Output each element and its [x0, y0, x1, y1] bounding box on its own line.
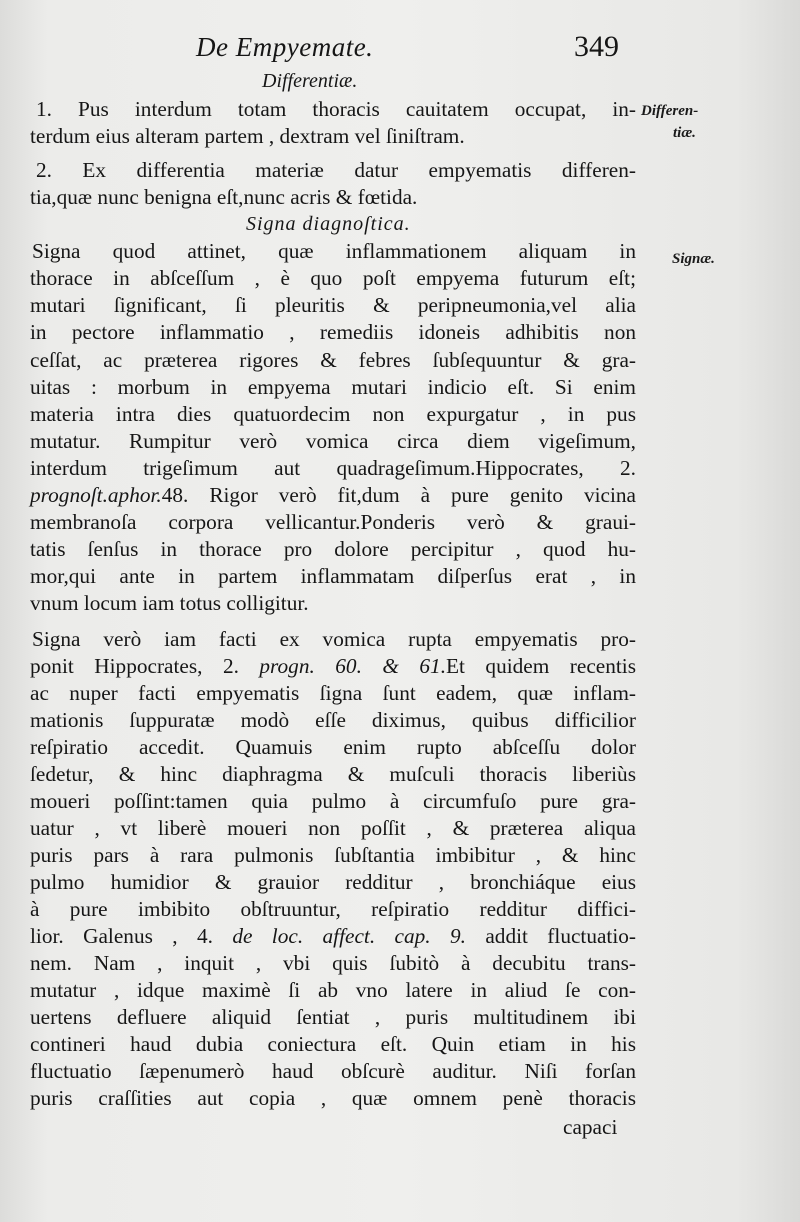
text-line: lior. Galenus , 4. de loc. affect. cap. 9. addit fluctuatio-: [30, 924, 637, 948]
text-line: nem. Nam , inquit , vbi quis ſubitò à decubitu trans-: [30, 951, 636, 975]
text-line: tatis ſenſus in thorace pro dolore percipitur , quod hu-: [30, 537, 636, 561]
text-line: prognoſt.aphor.48. Rigor verò fit,dum à pure genito vicina: [30, 483, 636, 507]
text-line: 2. Ex differentia materiæ datur empyematis differen-: [36, 158, 636, 182]
citation-italic: progn. 60. & 61.: [259, 654, 447, 678]
text-line: membranoſa corpora vellicantur.Ponderis verò & graui-: [30, 510, 636, 534]
text-line: contineri haud dubia coniectura eſt. Quin etiam in his: [30, 1032, 636, 1056]
text-line: ac nuper facti empyematis ſigna ſunt eadem, quæ inflam-: [30, 681, 636, 705]
catchword: capaci: [563, 1115, 618, 1139]
text-line: à pure imbibito obſtruuntur, reſpiratio redditur diffici-: [30, 897, 636, 921]
text-line: interdum trigeſimum aut quadrageſimum.Hippocrates, 2.: [30, 456, 636, 480]
text-line: thorace in abſceſſum , è quo poſt empyema futurum eſt;: [30, 266, 636, 290]
text-line: Signa verò iam facti ex vomica rupta empyematis pro-: [32, 627, 636, 651]
section-heading-differentiae: Differentiæ.: [262, 70, 358, 92]
margin-note-signa: Signæ.: [672, 251, 715, 267]
text-line: puris pars à rara pulmonis ſubſtantia imbibitur , & hinc: [30, 843, 636, 867]
text-line: 1. Pus interdum totam thoracis cauitatem occupat, in-: [36, 97, 636, 121]
text-line: pulmo humidior & grauior redditur , bronchiáque eius: [30, 870, 636, 894]
margin-note-line: tiæ.: [673, 125, 696, 141]
margin-note-line: Differen-: [641, 103, 699, 119]
text-line: mutari ſignificant, ſi pleuritis & peripneumonia,vel alia: [30, 293, 636, 317]
text-line: fluctuatio ſæpenumerò haud obſcurè auditur. Niſi forſan: [30, 1059, 636, 1083]
text-line: tia,quæ nunc benigna eſt,nunc acris & fœtida.: [30, 185, 418, 209]
text-line: uatur , vt liberè moueri non poſſit , & præterea aliqua: [30, 816, 636, 840]
page-header: [0, 30, 800, 70]
text-line: reſpiratio accedit. Quamuis enim rupto abſceſſu dolor: [30, 735, 636, 759]
text-line: moueri poſſint:tamen quia pulmo à circumfuſo pure gra-: [30, 789, 636, 813]
text-line: mor,qui ante in partem inflammatam diſperſus erat , in: [30, 564, 636, 588]
text-line: mationis ſuppuratæ modò eſſe diximus, quibus difficilior: [30, 708, 636, 732]
citation-italic: de loc. affect. cap. 9.: [232, 924, 466, 948]
margin-note-differentiae: [641, 100, 698, 144]
running-title: De Empyemate.: [196, 32, 374, 62]
text-line: vnum locum iam totus colligitur.: [30, 591, 309, 615]
text-line: uertens defluere aliquid ſentiat , puris multitudinem ibi: [30, 1005, 636, 1029]
text-line: mutatur , idque maximè ſi ab vno latere in aliud ſe con-: [30, 978, 636, 1002]
text-line: in pectore inflammatio , remediis idoneis adhibitis non: [30, 320, 636, 344]
section-heading-signa-diagnostica: Signa diagnoſtica.: [246, 213, 411, 235]
text-line: terdum eius alteram partem , dextram vel ſiniſtram.: [30, 124, 465, 148]
text-line: materia intra dies quatuordecim non expurgatur , in pus: [30, 402, 636, 426]
text-line: mutatur. Rumpitur verò vomica circa diem vigeſimum,: [30, 429, 636, 453]
text-line: ponit Hippocrates, 2. progn. 60. & 61.Et quidem recentis: [30, 654, 636, 678]
text-line: puris craſſities aut copia , quæ omnem penè thoracis: [30, 1086, 636, 1110]
page-number: 349: [574, 30, 619, 63]
text-line: ſedetur, & hinc diaphragma & muſculi thoracis liberiùs: [30, 762, 636, 786]
text-line: uitas : morbum in empyema mutari indicio eſt. Si enim: [30, 375, 636, 399]
citation-italic: prognoſt.aphor.: [30, 483, 162, 507]
text-line: Signa quod attinet, quæ inflammationem aliquam in: [32, 239, 636, 263]
text-line: ceſſat, ac præterea rigores & febres ſubſequuntur & gra-: [30, 348, 636, 372]
